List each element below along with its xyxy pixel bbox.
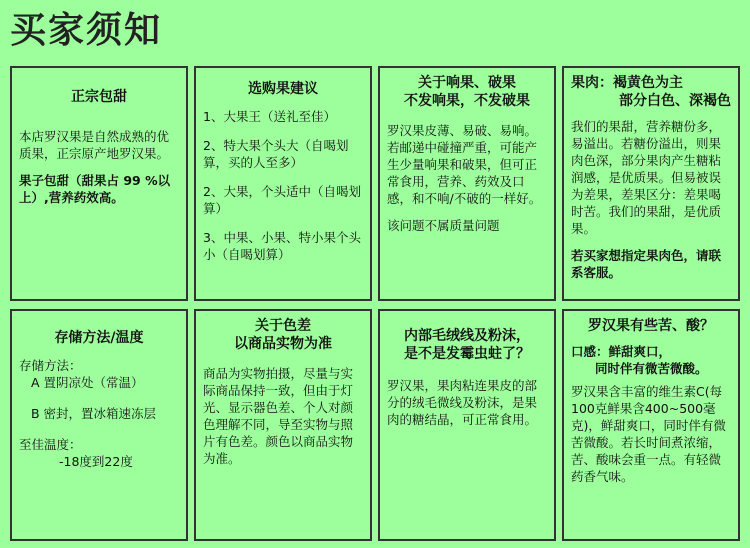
card-title-line1: 果肉：褐黄色为主 [571, 75, 683, 91]
card-body: 商品为实物拍摄，尽量与实际商品保持一致，但由于灯光、显示器色差、个人对颜色理解不同，导至实物与照片有色差。颜色以商品实物为准。 [203, 366, 354, 466]
temp-value: -18度到22度 [59, 454, 133, 469]
card-note: 该问题不属质量问题 [387, 218, 500, 233]
card-fuzz-powder [378, 309, 556, 541]
list-item: 1、大果王（送礼至佳） [203, 109, 336, 124]
card-body: 罗汉果含丰富的维生素C(每100克鲜果含400~500毫克)，鲜甜爽口，同时伴有微苦微酸。若长时间煮浓缩，苦、酸味会重一点。有轻微药香气味。 [571, 384, 726, 484]
storage-label: 存储方法： [19, 358, 82, 373]
card-title-line1: 关于响果、破果 [418, 75, 516, 91]
taste-line2: 同时伴有微苦微酸。 [595, 361, 708, 376]
card-body: 本店罗汉果是自然成熟的优质果，正宗原产地罗汉果。 [19, 129, 170, 161]
card-highlight: 果子包甜（甜果占 99 %以上）,营养药效高。 [19, 173, 171, 205]
taste-line1: 口感：鲜甜爽口， [571, 344, 672, 359]
card-body: 罗汉果皮薄、易破、易响。若邮递中碰撞严重，可能产生少量响果和破果，但可正常食用，营养、药效及口感，和不响/不破的一样好。 [387, 123, 542, 206]
card-authentic-sweet [10, 66, 188, 301]
card-title-line2: 部分白色、深褐色 [619, 93, 731, 109]
card-title-line1: 关于色差 [255, 318, 311, 334]
card-title-line2: 不发响果，不发破果 [404, 93, 530, 109]
storage-method-b: B 密封，置冰箱速冻层 [31, 406, 157, 421]
card-title-line2: 是不是发霉虫蛀了？ [404, 346, 530, 362]
card-title: 罗汉果有些苦、酸？ [588, 318, 714, 334]
storage-method-a: A 置阴凉处（常温） [31, 375, 144, 390]
card-title: 存储方法/温度 [54, 330, 144, 346]
card-title: 选购果建议 [248, 81, 318, 97]
card-title-line2: 以商品实物为准 [234, 336, 332, 352]
card-purchase-advice [194, 66, 372, 301]
notice-grid [10, 66, 742, 541]
list-item: 2、特大果个头大（自喝划算，买的人至多） [203, 138, 349, 170]
card-body: 我们的果甜，营养糖份多，易溢出。若糖份溢出，则果肉色深，部分果肉产生糖粘润感，是优质果。但易被误为差果，差果区分：差果喝时苦。我们的果甜，是优质果。 [571, 119, 722, 236]
temp-label: 至佳温度： [19, 437, 82, 452]
card-storage [10, 309, 188, 541]
page-title: 买家须知 [10, 10, 163, 51]
card-color-difference [194, 309, 372, 541]
list-item: 3、中果、小果、特小果个头小（自喝划算） [203, 230, 361, 262]
card-body: 罗汉果，果肉粘连果皮的部分的绒毛微线及粉沫，是果肉的糖结晶，可正常食用。 [387, 378, 538, 427]
card-taste [562, 309, 740, 541]
card-highlight: 若买家想指定果肉色，请联系客服。 [571, 248, 722, 280]
list-item: 2、大果，个头适中（自喝划算） [203, 184, 361, 216]
card-title-line1: 内部毛绒线及粉沫， [404, 328, 530, 344]
card-broken-fruit [378, 66, 556, 301]
card-pulp-color [562, 66, 740, 301]
card-title: 正宗包甜 [71, 89, 127, 105]
